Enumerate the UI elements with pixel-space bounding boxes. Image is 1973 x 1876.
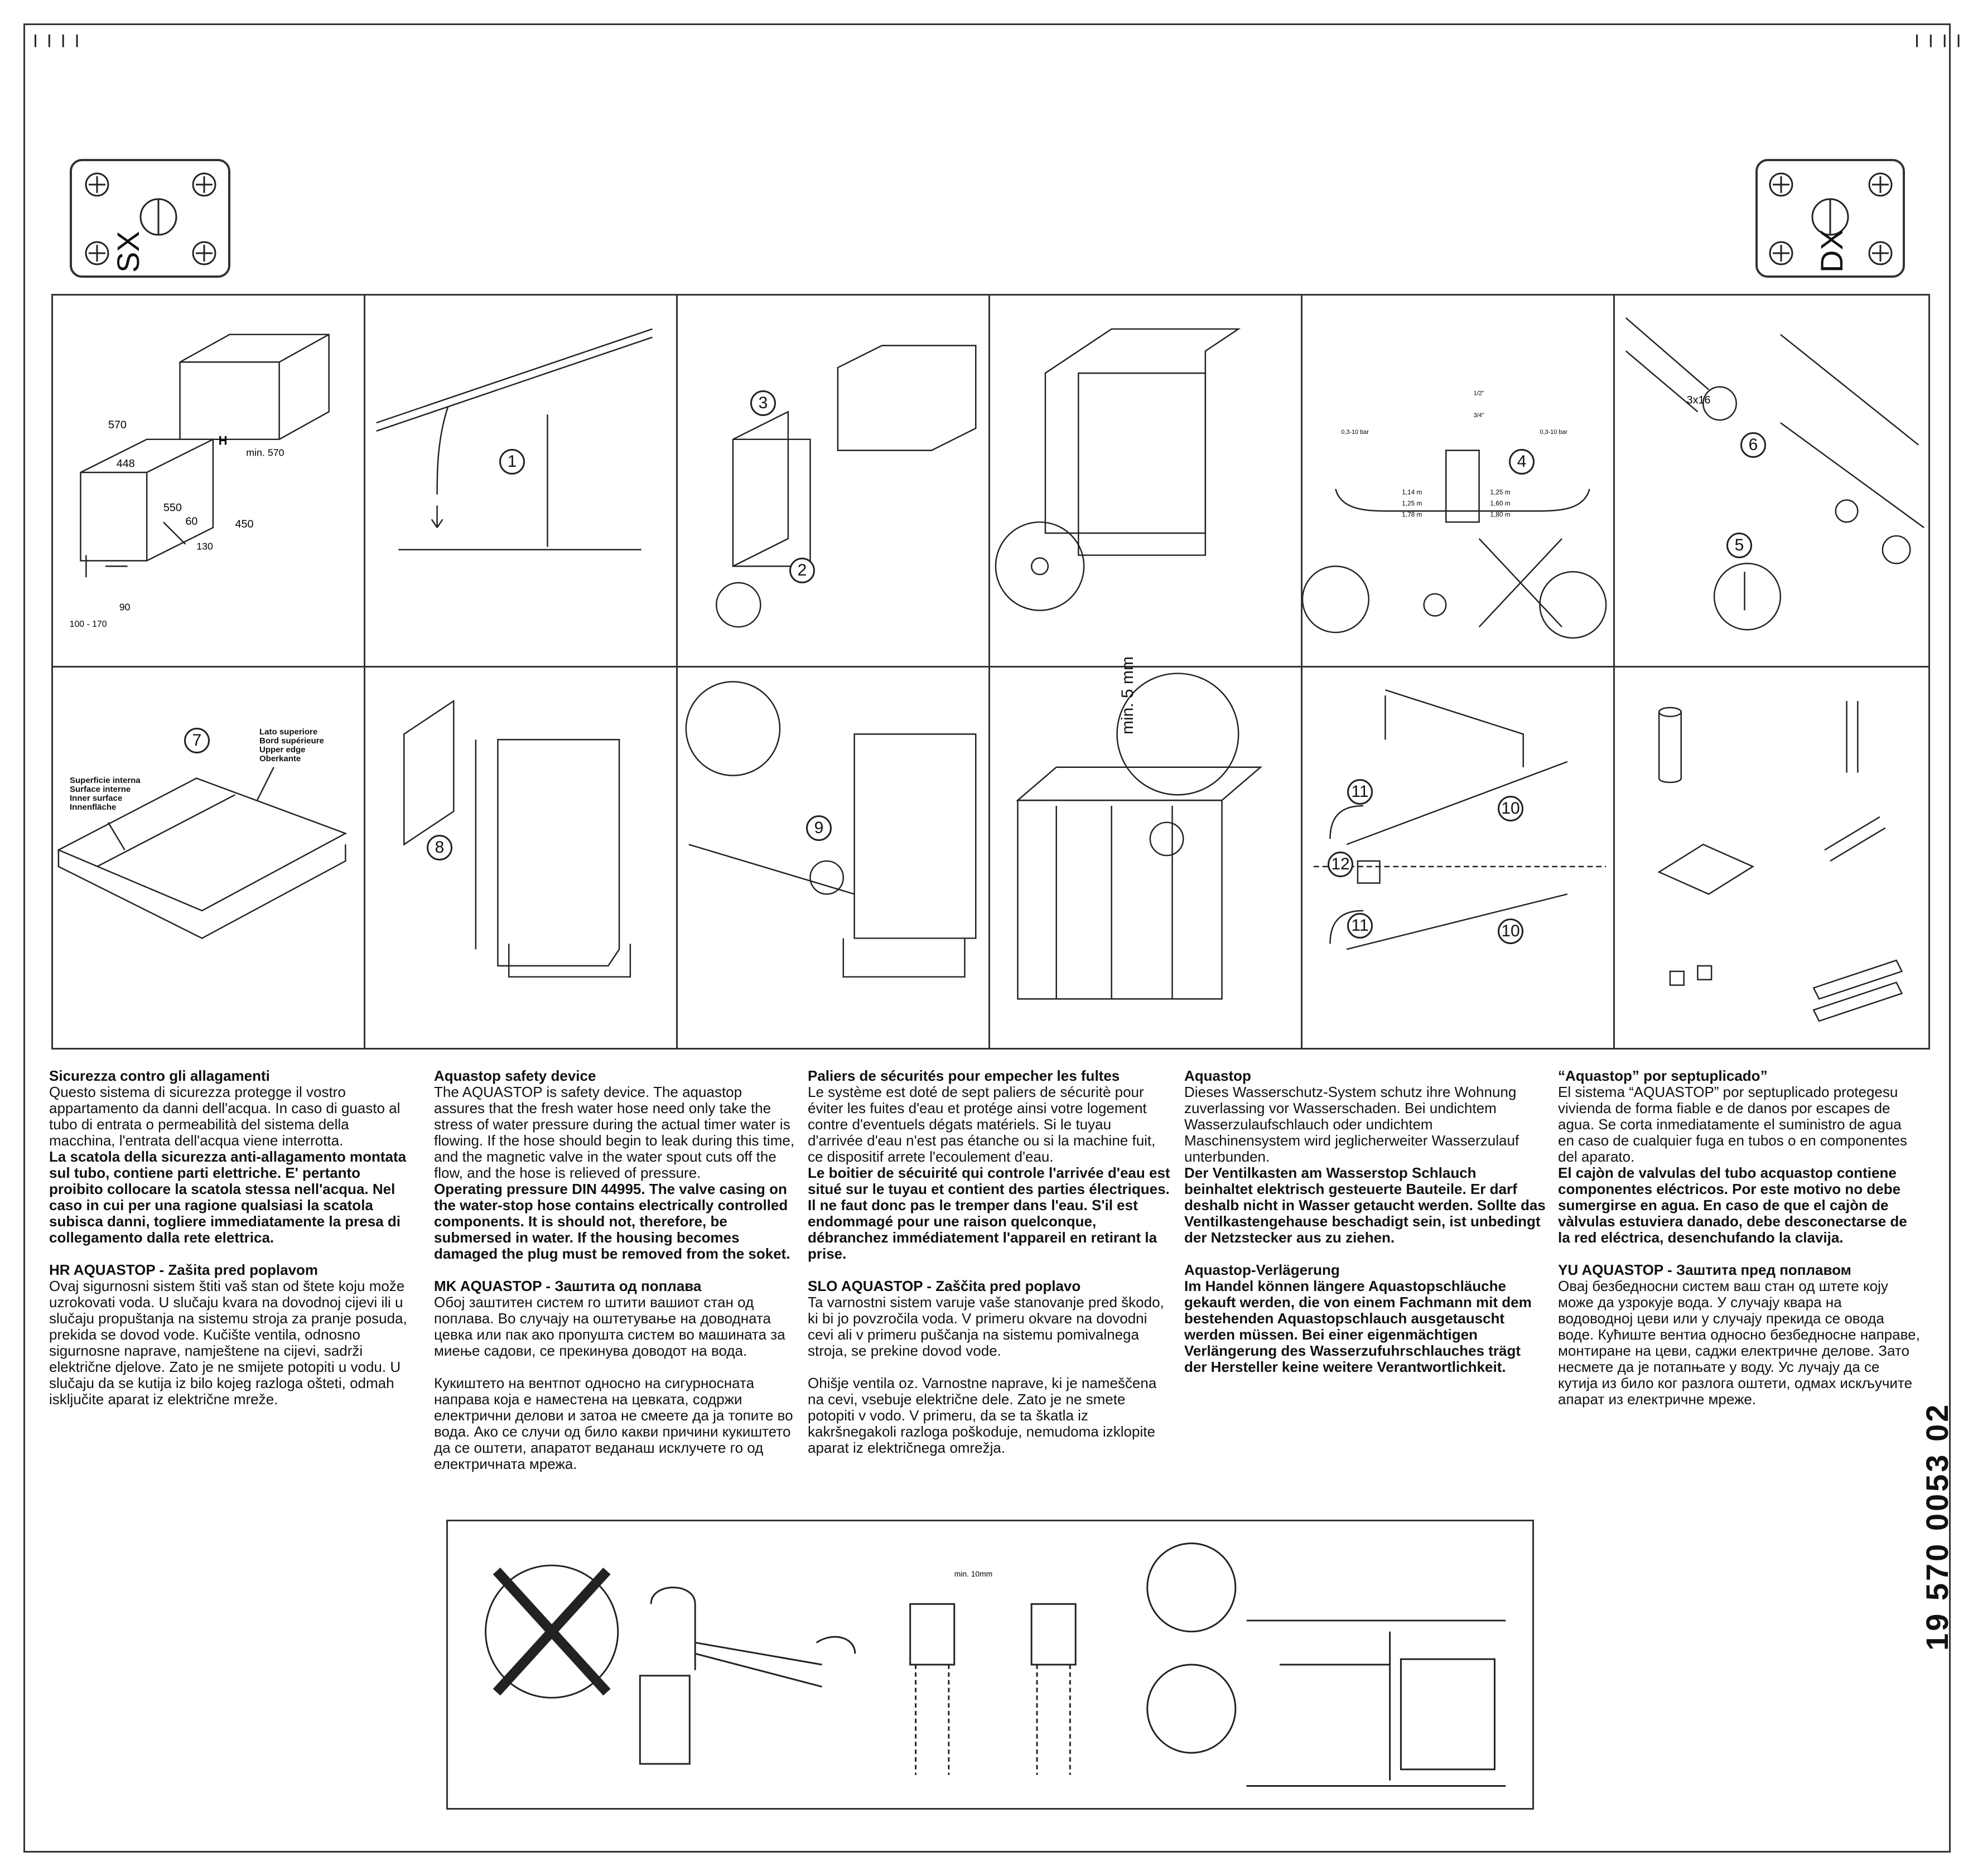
step-panel-10-12 xyxy=(1301,666,1615,1050)
mk-body: Обој заштитен систем го штити вашиот стан од поплава. Во случају на оштетување на доводната цевка или пак ако пропушта систем во машината за миење садови, се прекинува доводот на вода. xyxy=(434,1294,785,1359)
yu-title: YU AQUASTOP - Заштита пред поплавом xyxy=(1558,1261,1851,1278)
pressure-2: 0,3-10 bar xyxy=(1540,428,1567,436)
step-panel-1 xyxy=(364,294,678,668)
de-warning: Der Ventilkasten am Wasserstop Schlauch beinhaltet elektrisch gesteuerte Bauteile. Er darf deshalb nicht in Wasser getaucht werden. Sollte das Ventilkastengehause beschadigt sein, ist unbedingt der Netzstecker aus zu ziehen. xyxy=(1184,1164,1546,1246)
mounting-plate-right xyxy=(1755,159,1905,278)
hose-len-6: 1,80 m xyxy=(1490,510,1511,519)
it-body: Questo sistema di sicurezza protegge il vostro appartamento da danni dell'acqua. In caso di guasto al tubo di entrata o permeabilità del sistema della macchina, l'entrata dell'acqua viene interrotta. xyxy=(49,1084,401,1149)
dim-min-570: min. 570 xyxy=(246,447,284,458)
slide-rail-drawing xyxy=(678,668,988,1048)
de-title: Aquastop xyxy=(1184,1067,1251,1084)
installation-steps-grid xyxy=(51,294,1930,1050)
hose-len-2: 1,25 m xyxy=(1402,499,1422,507)
hose-len-4: 1,25 m xyxy=(1490,488,1511,496)
fr-body: Le système est doté de sept paliers de sécuritè pour éviter les fuites d'eau et protége ainsi votre logement contre d'eventuels dégats matériels. Si le tuyau d'arrivée d'eau n'est pas étanche ou si la machine fuit, ce dispositif arrete l'ecoulement d'eau. xyxy=(808,1084,1156,1165)
it-warning: La scatola della sicurezza anti-allagamento montata sul tubo, contiene parti elettriche. E' pertanto proibito collocare la scatola stessa nell'acqua. Nel caso in cui per una ragione qualsiasi la scatola subisca danni, togliere immediatamente la presa di collegamento dalla rete elettrica. xyxy=(49,1148,407,1246)
dimensions-drawing xyxy=(53,296,364,666)
step-panel-5-6 xyxy=(1613,294,1930,668)
es-warning: El cajòn de valvulas del tubo acquastop contiene componentes eléctricos. Por este motivo no debe sumergirse en agua. En caso de que el cajòn de vàlvulas estuviera danado, debe desconectarse de la red eléctrica, desenchufando la clavija. xyxy=(1558,1164,1907,1246)
column-it-hr xyxy=(49,1068,412,1408)
step-num-11b: 11 xyxy=(1347,913,1373,939)
min-10mm-label: min. 10mm xyxy=(954,1569,993,1578)
plate-right-label: DX xyxy=(1814,229,1849,273)
fr-title: Paliers de sécurités pour empecher les fultes xyxy=(808,1067,1120,1084)
min-5mm-label: min. 5 mm xyxy=(1118,656,1137,734)
mk-body-2: Кукиштето на вентпот односно на сигурносната направа која е наместена на цевката, содржи електрични делови и затоа не смеете да ја топите во вода. Ако се случи од било какви причини кукиштето да се оштети, апаратот веданаш исклучете го од електричната мрежа. xyxy=(434,1375,793,1472)
countertop-drawing xyxy=(365,296,676,666)
step-num-11a: 11 xyxy=(1347,779,1373,805)
dim-90: 90 xyxy=(119,601,131,613)
plate-left-label: SX xyxy=(110,231,146,273)
en-warning: Operating pressure DIN 44995. The valve casing on the water-stop hose contains electrically controlled components. It is should not, therefore, be submersed in water. If the housing becomes damaged the plug must be removed from the soket. xyxy=(434,1181,790,1262)
step-panel-cabinet xyxy=(988,294,1303,668)
es-title: “Aquastop” por septuplicado” xyxy=(1558,1067,1768,1084)
step-num-8: 8 xyxy=(427,835,452,860)
step-panel-9 xyxy=(676,666,990,1050)
column-en-mk xyxy=(434,1068,797,1472)
aquastop-illustration xyxy=(446,1520,1534,1810)
accessories-panel xyxy=(1613,666,1930,1050)
step-panel-4-hoses xyxy=(1301,294,1615,668)
slo-body-2: Ohišje ventila oz. Varnostne naprave, ki je nameščena na cevi, vsebuje električne dele. Zato je ne smete potopiti v vodo. V primeru, da se ta škatla iz kakršnegakoli razloga poškoduje, nemudoma izklopite aparat iz električnega omrežja. xyxy=(808,1375,1157,1456)
gap-drawing xyxy=(990,668,1301,1048)
pressure-1: 0,3-10 bar xyxy=(1341,428,1369,436)
step-num-7: 7 xyxy=(184,728,210,753)
step-panel-7 xyxy=(51,666,365,1050)
document-code: 19 570 0053 02 xyxy=(1919,1402,1955,1651)
hose-len-3: 1,78 m xyxy=(1402,510,1422,519)
en-title: Aquastop safety device xyxy=(434,1067,596,1084)
column-de xyxy=(1184,1068,1547,1375)
step-panel-2-3 xyxy=(676,294,990,668)
es-body: El sistema “AQUASTOP” por septuplicado protegesu vivienda de forma fiable e de danos por escapes de agua. Se corta inmediatamente el suministro de agua en caso de cualquier fuga en tubos o en componentes del aparato. xyxy=(1558,1084,1907,1165)
hose-layout-drawing xyxy=(1303,296,1613,666)
dim-60: 60 xyxy=(185,515,198,528)
mk-title: MK AQUASTOP - Заштита од поплава xyxy=(434,1278,702,1294)
step-num-12: 12 xyxy=(1328,852,1353,877)
thread-1: 1/2" xyxy=(1473,390,1484,397)
hose-len-1: 1,14 m xyxy=(1402,488,1422,496)
upper-edge-de: Oberkante xyxy=(259,754,301,763)
hr-body: Ovaj sigurnosni sistem štiti vaš stan od štete koju može uzrokovati voda. U slučaju kvara na dovodnoj cijevi ili u slučaju propuštanja na sistemu stroja za pranje posuda, prekida se dovod vode. Kučište ventila, odnosno sigurnosne naprave, namještene na cijevi, sadrži električne djelove. Zato je ne smijete potopiti u vodu. U slučaju da se kutija iz bilo kojeg razloga ošteti, odmah isključite aparat iz električne mreže. xyxy=(49,1278,407,1408)
inner-surface-en: Inner surface xyxy=(70,794,123,803)
dim-448: 448 xyxy=(116,457,135,470)
dim-130: 130 xyxy=(196,540,213,552)
step-num-10a: 10 xyxy=(1498,796,1523,821)
step-panel-8 xyxy=(364,666,678,1050)
step-num-9: 9 xyxy=(806,815,832,841)
column-es-yu xyxy=(1558,1068,1921,1408)
mounting-plate-left xyxy=(70,159,230,278)
dim-H: H xyxy=(218,433,228,448)
en-body: The AQUASTOP is safety device. The aquastop assures that the fresh water hose need only take the stress of water pressure during the actual timer water is flowing. If the hose should begin to leak during this time, and the magnetic valve in the water spout cuts off the flow, and the hose is relieved of pressure. xyxy=(434,1084,795,1181)
dim-100-170: 100 - 170 xyxy=(69,620,107,630)
screw-size: 3x16 xyxy=(1686,394,1711,407)
fastening-drawing xyxy=(678,296,988,666)
crop-marks-left: ╷╷╷╷ xyxy=(29,22,85,47)
inner-surface-fr: Surface interne xyxy=(70,785,131,794)
inner-surface-de: Innenfläche xyxy=(70,802,117,812)
door-panel-drawing xyxy=(53,668,364,1048)
de-body: Dieses Wasserschutz-System schutz ihre Wohnung zuverlassing vor Wasserschaden. Bei undichtem Wasserzulaufschlauch oder undichtem Maschinensystem wird jeglicherweiter Wasserzulauf unterbunden. xyxy=(1184,1084,1519,1165)
upper-edge-fr: Bord supérieure xyxy=(259,736,324,746)
aquastop-drawing xyxy=(448,1521,1532,1808)
upper-edge-it: Lato superiore xyxy=(259,727,318,737)
yu-body: Овај безбедносни систем ваш стан од штете коју може да узрокује вода. У случају квара на водоводној цеви или у случају прекида се овода воде. Кућиште вентиа односно безбедносне направе, монтиране на цеви, саджи електричне делове. Зато несмете да је потапњате у воду. Ус лучају да се кутија из било ког разлога оштети, одмах искључите апарат из електричне мреже. xyxy=(1558,1278,1920,1408)
dim-570: 570 xyxy=(108,419,127,432)
de-extension: Im Handel können längere Aquastopschläuche gekauft werden, die von einem Fachmann mit dem bestehenden Aquastopschlauch ausgetauscht werden müssen. Bei einer eigenmächtigen Verlängerung des Wasserzufuhrschlauches trägt der Hersteller keine weitere Verantwortlichkeit. xyxy=(1184,1278,1532,1375)
step-panel-dimensions xyxy=(51,294,365,668)
crop-marks-right: ╷╷╷╷ xyxy=(1911,22,1966,47)
inner-surface-labels xyxy=(70,776,141,812)
step-num-2: 2 xyxy=(789,558,815,583)
step-num-4: 4 xyxy=(1509,449,1535,475)
slo-body: Ta varnostni sistem varuje vaše stanovanje pred škodo, ki bi jo povzročila voda. V primeru okvare na dovodni cevi ali v primeru puščanja na sistemu pomivalnega stroja, se prekine dovod vode. xyxy=(808,1294,1164,1359)
hinge-drawing xyxy=(365,668,676,1048)
dim-450: 450 xyxy=(235,518,254,531)
thread-2: 3/4" xyxy=(1473,412,1484,419)
hose-len-5: 1,60 m xyxy=(1490,499,1511,507)
step-num-10b: 10 xyxy=(1498,918,1523,944)
step-panel-min-5mm xyxy=(988,656,1303,1050)
fr-warning: Le boitier de sécuirité qui controle l'arrivée d'eau est situé sur le tuyau et contient des parties électriques. Il ne faut donc pas le tremper dans l'eau. S'il est endommagé pour une raison quelconque, débranchez immédiatement l'appareil en retirant la prise. xyxy=(808,1164,1170,1262)
inner-surface-it: Superficie interna xyxy=(70,776,141,785)
step-num-3: 3 xyxy=(750,390,776,416)
column-fr-slo xyxy=(808,1068,1170,1456)
leveling-drawing xyxy=(1615,296,1928,666)
step-num-1: 1 xyxy=(499,449,525,475)
step-num-5: 5 xyxy=(1726,533,1752,558)
it-title: Sicurezza contro gli allagamenti xyxy=(49,1067,270,1084)
slo-title: SLO AQUASTOP - Zaščita pred poplavo xyxy=(808,1278,1081,1294)
dim-550: 550 xyxy=(163,501,182,514)
cabinet-drawing xyxy=(990,296,1301,666)
de-title-2: Aquastop-Verlägerung xyxy=(1184,1261,1340,1278)
hr-title: HR AQUASTOP - Zašita pred poplavom xyxy=(49,1261,319,1278)
upper-edge-en: Upper edge xyxy=(259,745,306,755)
accessories-drawing xyxy=(1615,668,1928,1048)
step-num-6: 6 xyxy=(1740,432,1766,458)
upper-edge-labels xyxy=(259,728,324,763)
plate-left-drawing xyxy=(72,161,228,275)
